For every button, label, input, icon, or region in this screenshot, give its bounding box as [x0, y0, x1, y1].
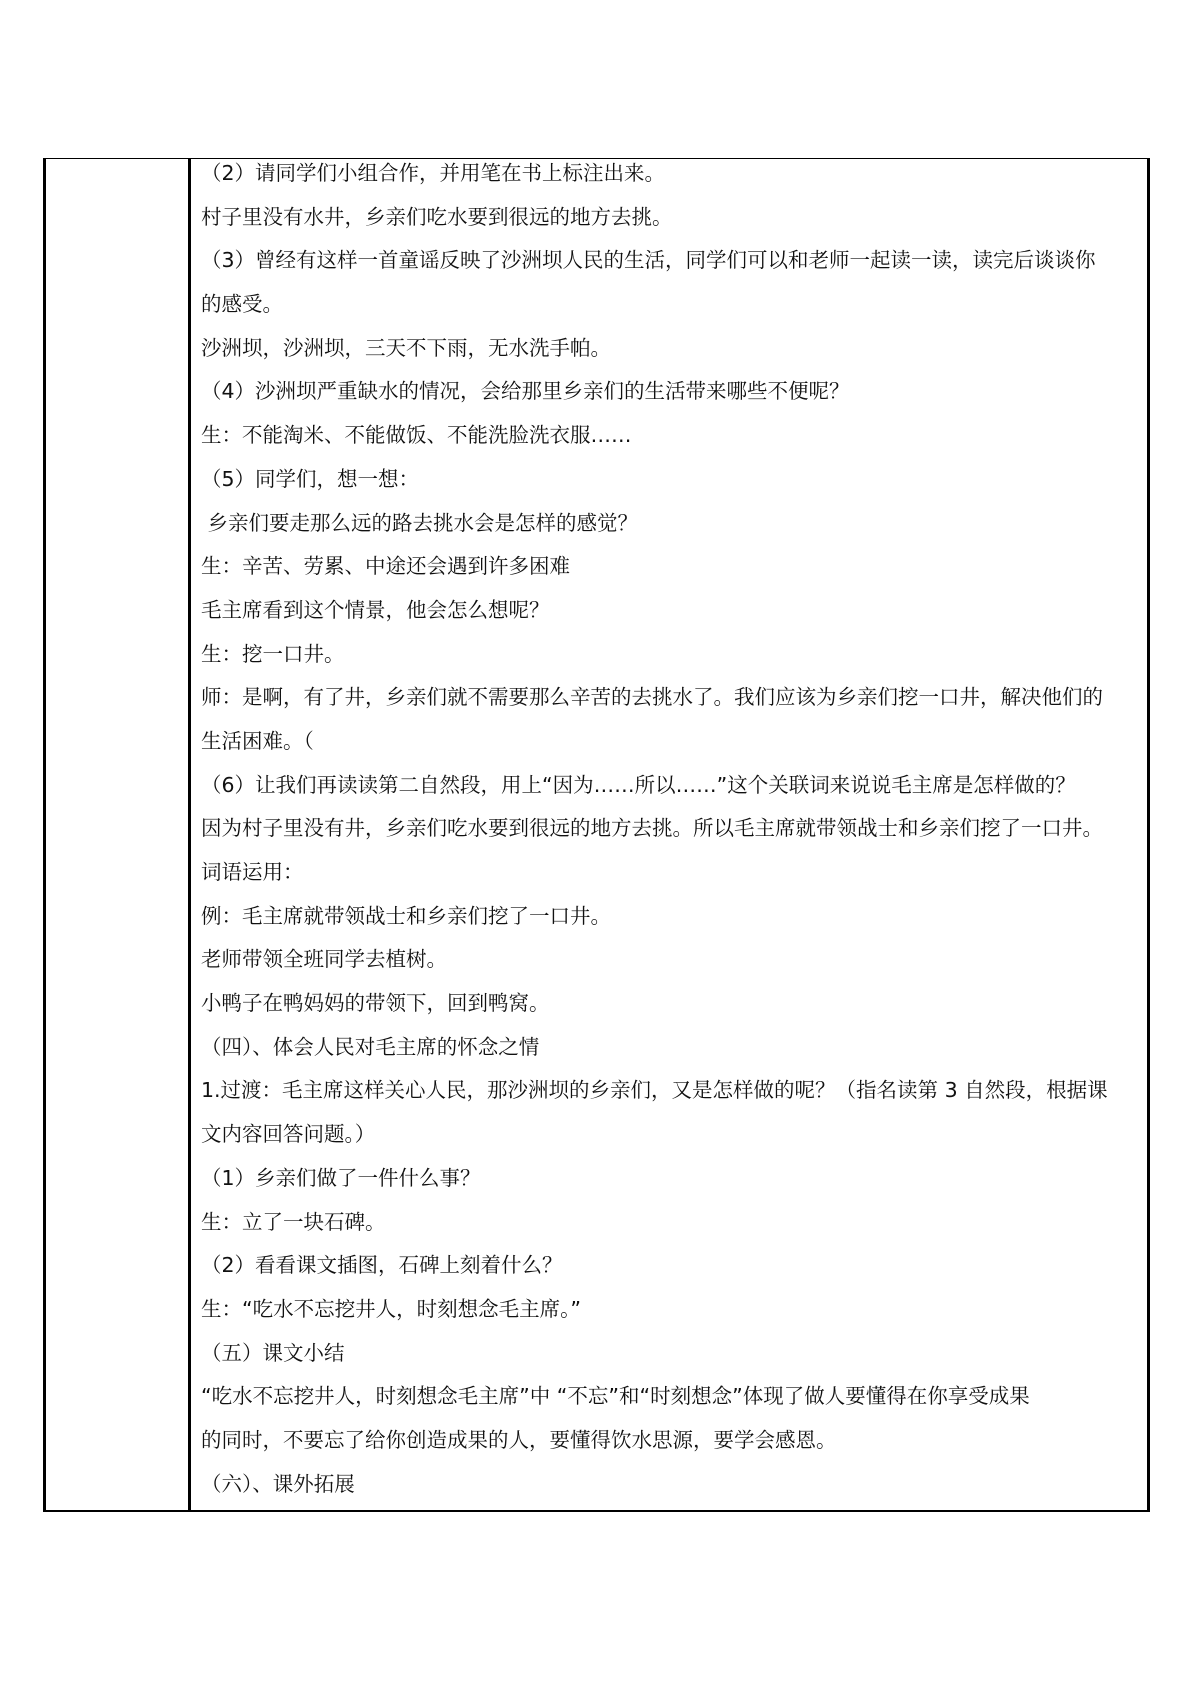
section-heading: （四）、体会人民对毛主席的怀念之情: [201, 1034, 540, 1059]
left-column-cell: [46, 159, 191, 1510]
text-line: 例：毛主席就带领战士和乡亲们挖了一口井。: [201, 903, 611, 928]
content-cell: [191, 159, 1147, 1510]
text-line: 生：辛苦、劳累、中途还会遇到许多困难: [201, 554, 570, 579]
text-line: 老师带领全班同学去植树。: [201, 947, 447, 972]
text-line: 生：挖一口井。: [201, 641, 345, 666]
text-line: （2）看看课文插图，石碑上刻着什么？: [201, 1253, 563, 1278]
section-heading: （六）、课外拓展: [201, 1471, 355, 1496]
text-line: 生：立了一块石碑。: [201, 1209, 386, 1234]
text-block: [201, 159, 1147, 1506]
text-line: “吃水不忘挖井人，时刻想念毛主席”中 “不忘”和“时刻想念”体现了做人要懂得在你享受成果: [201, 1384, 1030, 1409]
text-line: （3）曾经有这样一首童谣反映了沙洲坝人民的生活，同学们可以和老师一起读一读，读完后谈谈你: [201, 248, 1096, 273]
text-line: （2）请同学们小组合作，并用笔在书上标注出来。: [201, 161, 666, 185]
text-line: （4）沙洲坝严重缺水的情况，会给那里乡亲们的生活带来哪些不便呢？: [201, 379, 850, 404]
text-line: 乡亲们要走那么远的路去挑水会是怎样的感觉？: [201, 510, 639, 535]
text-line: 的同时，不要忘了给你创造成果的人，要懂得饮水思源，要学会感恩。: [201, 1427, 837, 1452]
text-line: （5）同学们，想一想：: [201, 466, 420, 491]
text-line: 因为村子里没有井，乡亲们吃水要到很远的地方去挑。所以毛主席就带领战士和乡亲们挖了一口井。: [201, 816, 1103, 841]
section-heading: （五）课文小结: [201, 1340, 345, 1365]
text-line: 的感受。: [201, 292, 283, 317]
text-line: 生：不能淘米、不能做饭、不能洗脸洗衣服……: [201, 423, 632, 448]
text-line: 生：“吃水不忘挖井人，时刻想念毛主席。”: [201, 1296, 581, 1321]
lesson-table: [43, 158, 1150, 1512]
text-line: （6）让我们再读读第二自然段，用上“因为……所以……”这个关联词来说说毛主席是怎样做的？: [201, 772, 1076, 797]
text-line: 村子里没有水井，乡亲们吃水要到很远的地方去挑。: [201, 204, 673, 229]
text-line: 文内容回答问题。）: [201, 1122, 376, 1147]
text-line: （1）乡亲们做了一件什么事？: [201, 1165, 481, 1190]
text-line: 1.过渡：毛主席这样关心人民，那沙洲坝的乡亲们，又是怎样做的呢？（指名读第 3 自然段，根据课: [201, 1078, 1108, 1103]
text-line: 词语运用：: [201, 860, 304, 884]
text-line: 师：是啊，有了井，乡亲们就不需要那么辛苦的去挑水了。我们应该为乡亲们挖一口井，解决他们的: [201, 685, 1103, 710]
text-line: 毛主席看到这个情景，他会怎么想呢？: [201, 597, 550, 622]
text-line: 小鸭子在鸭妈妈的带领下，回到鸭窝。: [201, 991, 550, 1016]
text-line: 生活困难。（: [201, 728, 314, 753]
text-line: 沙洲坝，沙洲坝，三天不下雨，无水洗手帕。: [201, 335, 611, 360]
